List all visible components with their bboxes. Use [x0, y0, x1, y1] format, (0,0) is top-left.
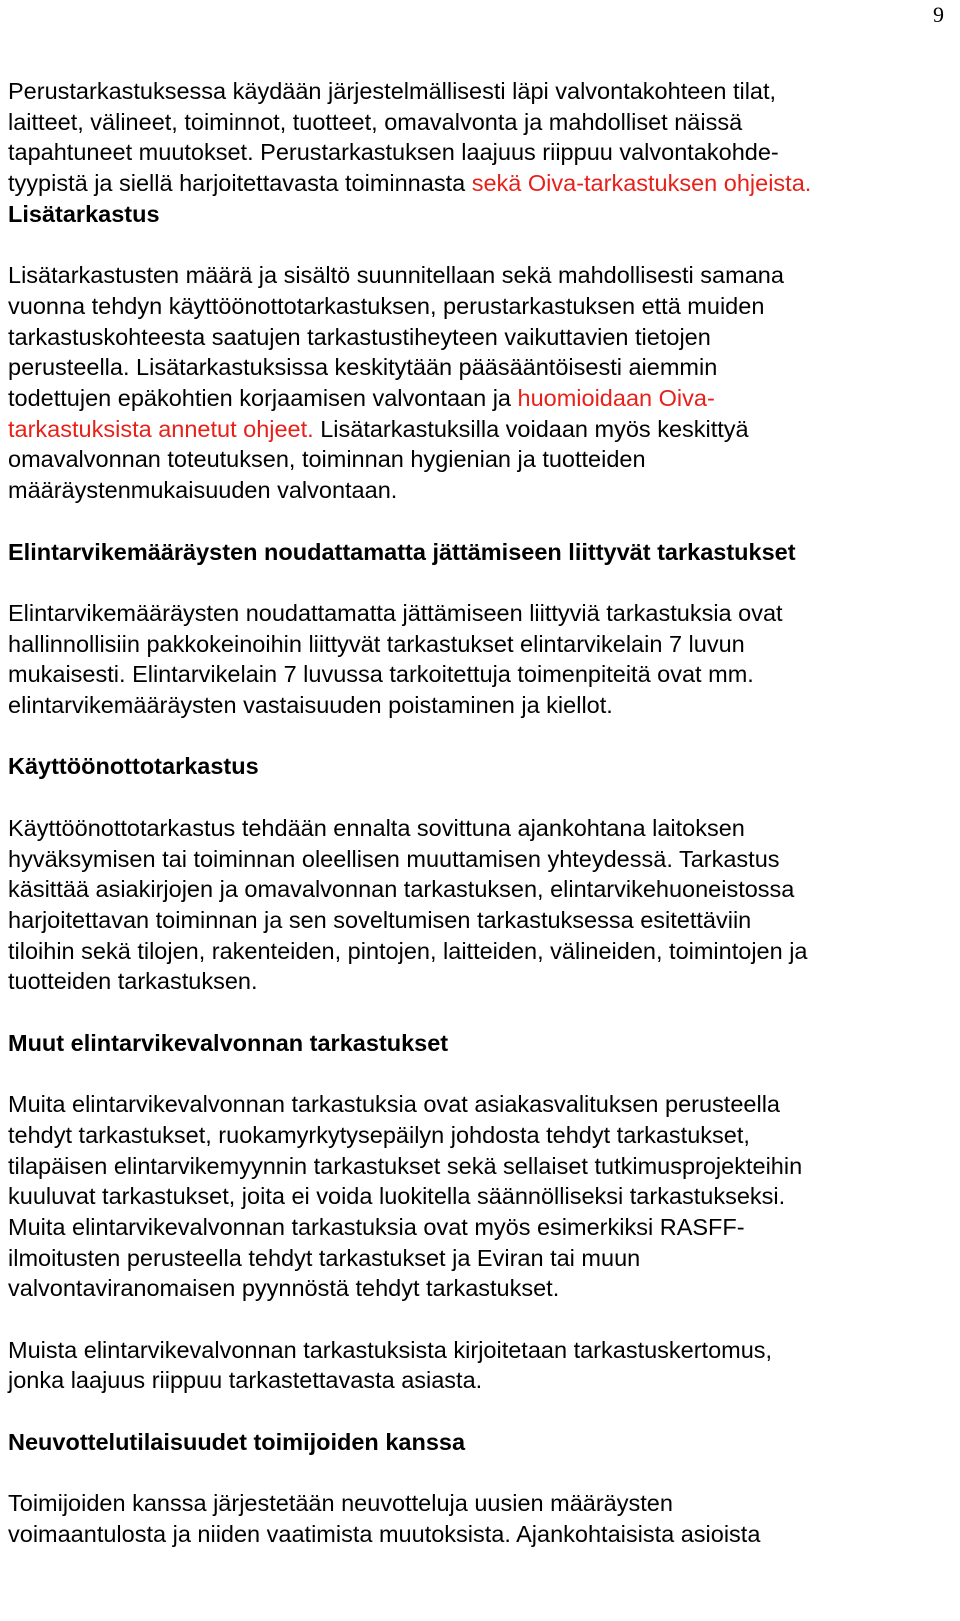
body-text: Elintarvikemääräysten noudattamatta jättämiseen liittyviä tarkastuksia ovat [8, 599, 783, 626]
paragraph [8, 1335, 948, 1396]
text-line [8, 1365, 948, 1396]
text-line [8, 1335, 948, 1366]
paragraph [8, 598, 948, 721]
text-line [8, 813, 948, 844]
body-text: Muista elintarvikevalvonnan tarkastuksista kirjoitetaan tarkastuskertomus, [8, 1336, 773, 1363]
section-heading: Muut elintarvikevalvonnan tarkastukset [8, 1029, 449, 1056]
text-line [8, 874, 948, 905]
paragraph-spacer [8, 997, 948, 1028]
text-line [8, 76, 948, 107]
reference-link-text: sekä Oiva-tarkastuksen ohjeista. [471, 170, 812, 197]
body-text: voimaantulosta ja niiden vaatimista muutoksista. Ajankohtaisista asioista [8, 1520, 761, 1547]
body-text: todettujen epäkohtien korjaamisen valvontaan ja [8, 385, 518, 412]
text-line [8, 444, 948, 475]
body-text: tuotteiden tarkastuksen. [8, 968, 258, 995]
text-line [8, 1120, 948, 1151]
body-text: Muita elintarvikevalvonnan tarkastuksia ovat myös esimerkiksi RASFF- [8, 1213, 745, 1240]
text-line [8, 598, 948, 629]
body-text: jonka laajuus riippuu tarkastettavasta asiasta. [8, 1367, 483, 1394]
text-line [8, 414, 948, 445]
body-text: valvontaviranomaisen pyynnöstä tehdyt tarkastukset. [8, 1275, 560, 1302]
text-line [8, 690, 948, 721]
paragraph-spacer [8, 1458, 948, 1489]
body-text: hallinnollisiin pakkokeinoihin liittyvät tarkastukset elintarvikelain 7 luvun [8, 630, 745, 657]
paragraph-spacer [8, 230, 948, 261]
body-text: Lisätarkastuksilla voidaan myös keskittyä [313, 415, 749, 442]
text-line [8, 1089, 948, 1120]
paragraph-spacer [8, 1396, 948, 1427]
body-text: harjoitettavan toiminnan ja sen soveltumisen tarkastuksessa esitettäviin [8, 906, 752, 933]
paragraph-spacer [8, 506, 948, 537]
body-text: Perustarkastuksessa käydään järjestelmällisesti läpi valvontakohteen tilat, [8, 78, 777, 104]
body-text: Toimijoiden kanssa järjestetään neuvotteluja uusien määräysten [8, 1490, 673, 1517]
body-text: omavalvonnan toteutuksen, toiminnan hygienian ja tuotteiden [8, 446, 646, 473]
text-line [8, 844, 948, 875]
paragraph [8, 1488, 948, 1549]
document-body [8, 76, 948, 1550]
text-line [8, 1519, 948, 1550]
body-text: käsittää asiakirjojen ja omavalvonnan tarkastuksen, elintarvikehuoneistossa [8, 876, 795, 903]
text-line [8, 1243, 948, 1274]
paragraph [8, 76, 948, 199]
text-line [8, 168, 948, 199]
text-line [8, 291, 948, 322]
body-text: kuuluvat tarkastukset, joita ei voida luokitella säännölliseksi tarkastukseksi. [8, 1183, 786, 1210]
section-heading: Lisätarkastus [8, 200, 160, 227]
body-text: tapahtuneet muutokset. Perustarkastuksen laajuus riippuu valvontakohde- [8, 139, 779, 166]
paragraph-spacer [8, 567, 948, 598]
body-text: hyväksymisen tai toiminnan oleellisen muuttamisen yhteydessä. Tarkastus [8, 845, 780, 872]
text-line [8, 659, 948, 690]
section-heading: Neuvottelutilaisuudet toimijoiden kanssa [8, 1428, 466, 1455]
text-line [8, 260, 948, 291]
paragraph [8, 813, 948, 997]
paragraph-spacer [8, 782, 948, 813]
section-heading: Käyttöönottotarkastus [8, 753, 259, 780]
body-text: vuonna tehdyn käyttöönottotarkastuksen, perustarkastuksen että muiden [8, 292, 765, 319]
text-line [8, 1212, 948, 1243]
reference-link-text: tarkastuksista annetut ohjeet. [8, 415, 314, 442]
body-text: perusteella. Lisätarkastuksissa keskitytään pääsääntöisesti aiemmin [8, 354, 718, 381]
text-line [8, 1488, 948, 1519]
text-line [8, 107, 948, 138]
text-line [8, 629, 948, 660]
body-text: tehdyt tarkastukset, ruokamyrkytysepäilyn johdosta tehdyt tarkastukset, [8, 1121, 750, 1148]
text-line [8, 352, 948, 383]
section-heading: Elintarvikemääräysten noudattamatta jättämiseen liittyvät tarkastukset [8, 538, 796, 565]
body-text: tarkastuskohteesta saatujen tarkastustiheyteen vaikuttavien tietojen [8, 323, 711, 350]
text-line [8, 383, 948, 414]
body-text: määräystenmukaisuuden valvontaan. [8, 477, 398, 504]
reference-link-text: huomioidaan Oiva- [517, 385, 715, 412]
text-line [8, 1151, 948, 1182]
body-text: mukaisesti. Elintarvikelain 7 luvussa tarkoitettuja toimenpiteitä ovat mm. [8, 661, 754, 688]
body-text: tilapäisen elintarvikemyynnin tarkastukset sekä sellaiset tutkimusprojekteihin [8, 1152, 803, 1179]
text-line [8, 137, 948, 168]
body-text: tiloihin sekä tilojen, rakenteiden, pintojen, laitteiden, välineiden, toimintojen ja [8, 937, 808, 964]
body-text: ilmoitusten perusteella tehdyt tarkastukset ja Eviran tai muun [8, 1244, 641, 1271]
body-text: tyypistä ja siellä harjoitettavasta toiminnasta [8, 170, 472, 197]
paragraph [8, 260, 948, 506]
text-line [8, 905, 948, 936]
text-line [8, 1273, 948, 1304]
body-text: laitteet, välineet, toiminnot, tuotteet, omavalvonta ja mahdolliset näissä [8, 108, 743, 135]
paragraph [8, 1089, 948, 1304]
body-text: Muita elintarvikevalvonnan tarkastuksia ovat asiakasvalituksen perusteella [8, 1091, 780, 1118]
body-text: elintarvikemääräysten vastaisuuden poistaminen ja kiellot. [8, 692, 613, 719]
body-text: Lisätarkastusten määrä ja sisältö suunnitellaan sekä mahdollisesti samana [8, 262, 784, 289]
paragraph-spacer [8, 1304, 948, 1335]
text-line [8, 322, 948, 353]
paragraph-spacer [8, 721, 948, 752]
text-line [8, 966, 948, 997]
body-text: Käyttöönottotarkastus tehdään ennalta sovittuna ajankohtana laitoksen [8, 814, 745, 841]
text-line [8, 475, 948, 506]
page-number: 9 [933, 2, 944, 27]
text-line [8, 1181, 948, 1212]
text-line [8, 936, 948, 967]
paragraph-spacer [8, 1058, 948, 1089]
